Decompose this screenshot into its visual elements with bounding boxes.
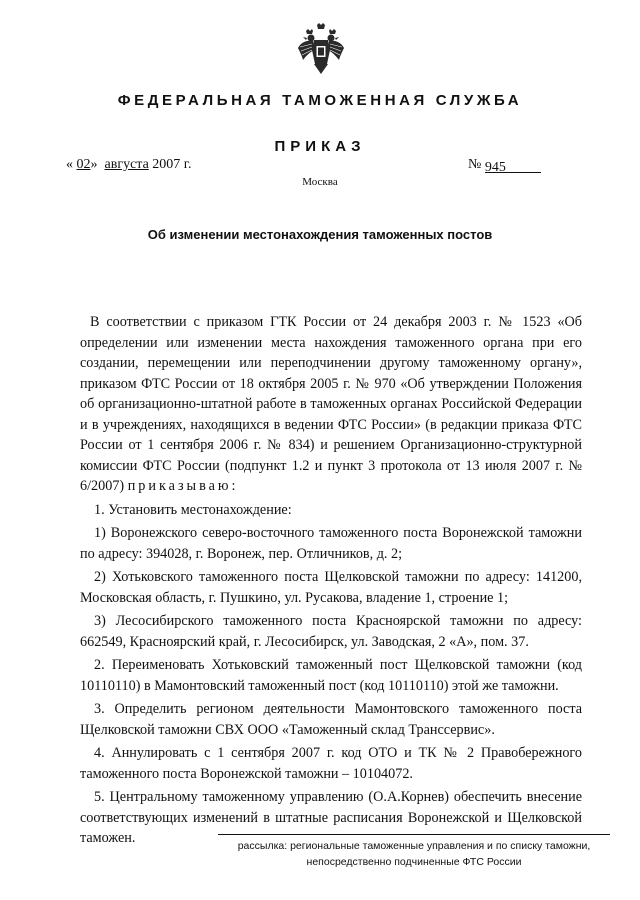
item-1-1: 1) Воронежского северо-восточного таможенного поста Воронежской таможни по адресу: 394028, г. Воронеж, пер. Отличников, д. 2; xyxy=(80,525,582,562)
order-number-value: 945 xyxy=(485,160,541,173)
document-type: ПРИКАЗ xyxy=(274,138,366,155)
item-1-2: 2) Хотьковского таможенного поста Щелковской таможни по адресу: 141200, Московская область, г. Пушкино, ул. Русакова, владение 1, строение 1; xyxy=(80,569,582,606)
item-2: 2. Переименовать Хотьковский таможенный пост Щелковской таможни (код 10110110) в Мамонтовский таможенный пост (код 10110110) этой же таможни. xyxy=(80,657,582,694)
distribution-line-1: рассылка: региональные таможенные управления и по списку таможни, xyxy=(237,840,591,852)
order-body xyxy=(80,312,582,852)
day-open-quote: « xyxy=(66,157,73,172)
preamble-paragraph xyxy=(80,312,582,497)
item-1: 1. Установить местонахождение: xyxy=(94,501,292,518)
order-year: 2007 г. xyxy=(152,157,192,172)
document-title: Об изменении местонахождения таможенных постов xyxy=(147,227,493,242)
distribution-line-2: непосредственно подчиненные ФТС России xyxy=(306,856,522,868)
city: Москва xyxy=(302,176,338,188)
order-word: приказываю: xyxy=(127,478,239,494)
distribution-list xyxy=(218,838,610,870)
order-number xyxy=(468,157,541,173)
item-5: 5. Центральному таможенному управлению (О.А.Корнев) обеспечить внесение соответствующих изменений в штатные расписания Воронежской и Щелковской таможен. xyxy=(80,789,582,846)
double-headed-eagle-icon xyxy=(297,22,345,76)
item-4: 4. Аннулировать с 1 сентября 2007 г. код ОТО и ТК № 2 Правобережного таможенного поста Воронежской таможни – 10104072. xyxy=(80,745,582,782)
order-number-label: № xyxy=(468,157,482,172)
order-month: августа xyxy=(104,157,149,172)
preamble-text: В соответствии с приказом ГТК России от 24 декабря 2003 г. № 1523 «Об определении или изменении места нахождения таможенного органа при его создании, перемещении или переподчинении другому таможенному органу», приказом ФТС России от 18 октября 2005 г. № 970 «Об утверждении Положения об организационно-штатной работе в таможенных органах Российской Федерации и в учреждениях, находящихся в ведении ФТС России» (в редакции приказа ФТС России от 1 сентября 2006 г. № 834) и решением Организационно-структурной комиссии ФТС России (подпункт 1.2 и пункт 3 протокола от 13 июля 2007 г. № 6/2007) xyxy=(80,314,582,494)
order-date xyxy=(66,157,191,173)
item-1-3: 3) Лесосибирского таможенного поста Красноярской таможни по адресу: 662549, Красноярский край, г. Лесосибирск, ул. Заводская, 2 «А», пом. 37. xyxy=(80,613,582,650)
item-3: 3. Определить регионом деятельности Мамонтовского таможенного поста Щелковской таможни СВХ ООО «Таможенный склад Транссервис». xyxy=(80,701,582,738)
agency-name: ФЕДЕРАЛЬНАЯ ТАМОЖЕННАЯ СЛУЖБА xyxy=(117,92,523,109)
day-close-quote: » xyxy=(90,157,98,172)
distribution-divider xyxy=(218,834,610,835)
order-day: 02 xyxy=(76,157,91,172)
